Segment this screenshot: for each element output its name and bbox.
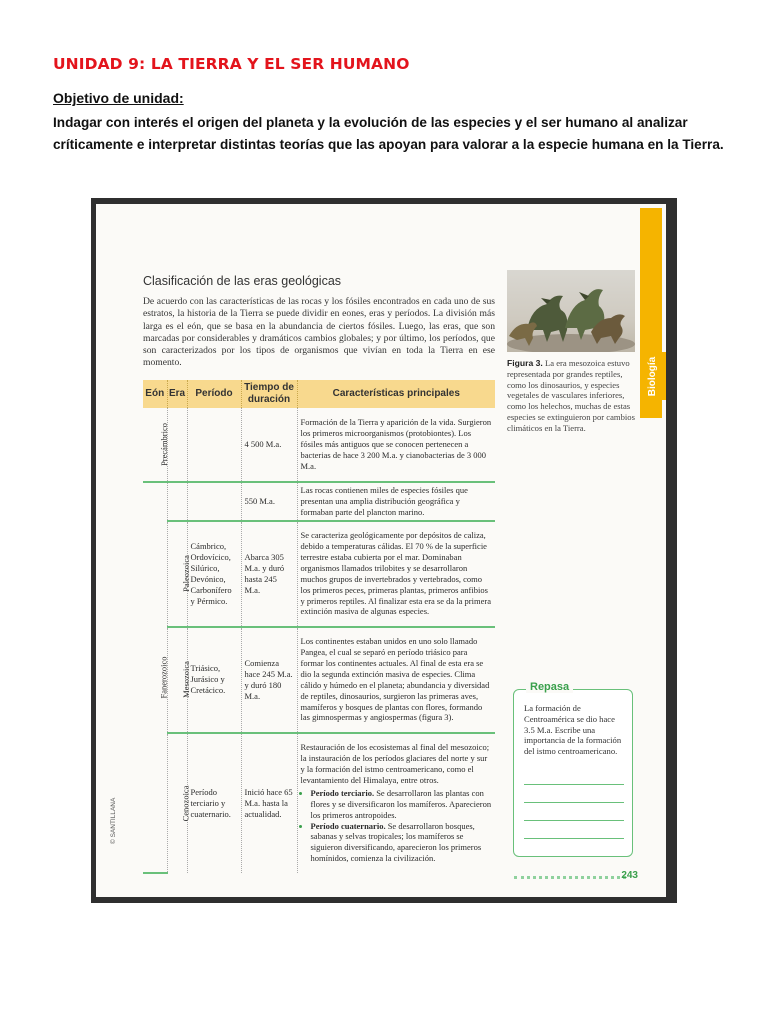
header-era: Era	[167, 380, 187, 408]
figure-caption-text: La era mesozoica estuvo representada por grandes reptiles, como los dinosaurios, y especies vegetales de vasculares inferiores, como los helechos, muchas de estas especies se extinguieron por cambios climáticos en la Tierra.	[507, 358, 635, 433]
characteristics-cell: Los continentes estaban unidos en uno solo llamado Pangea, el cual se separó en período triásico para formar los continentes actuales. Al final de esta era se dio la segunda extinción masiva de especies. Clima cálido y húmedo en el planeta; abundancia y diversidad de reptiles, dinosaurios, surgieron las primeras aves, mamíferos y bosques de plantas con flores, formando las gimnospermas y angiospermas (figura 3).	[297, 627, 495, 733]
table-row	[143, 733, 495, 873]
table-row	[143, 521, 495, 627]
cenozoic-summary: Restauración de los ecosistemas al final del mesozoico; la instauración de los períodos glaciares del norte y sur y la formación del istmo centroamericano, como el levantamiento del Himalaya, entre otros.	[300, 742, 490, 785]
table-row	[143, 627, 495, 733]
eon-precambrico: Precámbrico	[143, 408, 167, 482]
period-cell: Período terciario y cuaternario.	[187, 733, 241, 873]
characteristics-cell: Se caracteriza geológicamente por depósitos de caliza, debido a temperaturas cálidas. El 70 % de la superficie terrestre estaba cubierta por el mar. Dominaban organismos llamados trilobites y se desarrollaron muchos grupos de invertebrados y vertebrados, como los primeros peces, primeras plantas, primeros anfibios y primeros reptiles. Al finalizar esta era se da la primera extinción masiva de algunas especies.	[297, 521, 495, 627]
dinosaur-photo	[507, 270, 635, 352]
answer-line	[524, 802, 624, 803]
period-cell	[187, 408, 241, 482]
textbook-page-image	[91, 198, 677, 903]
table-header-row	[143, 380, 495, 408]
header-eon: Eón	[143, 380, 167, 408]
period-cell	[187, 482, 241, 521]
table-row	[143, 408, 495, 482]
duration-cell: 4 500 M.a.	[241, 408, 297, 482]
list-item: • Período terciario. Se desarrollaron las plantas con flores y se diversificaron los mamíferos. Aparecieron los primeros antropoides.	[311, 788, 493, 821]
header-characteristics: Características principales	[297, 380, 495, 408]
characteristics-cell: Formación de la Tierra y aparición de la vida. Surgieron los primeros microorganismos (protobiontes). Los fósiles más antiguos que se conocen pertenecen a bacterias de hace 3 200 M.a. y cianobacterias de 3 000 M.a.	[297, 408, 495, 482]
answer-line	[524, 838, 624, 839]
cenozoic-period-list	[301, 788, 493, 864]
characteristics-cell	[297, 733, 495, 873]
header-duration: Tiempo de duración	[241, 380, 297, 408]
era-cenozoica: Cenozoica	[167, 733, 187, 873]
unit-title: UNIDAD 9: LA TIERRA Y EL SER HUMANO	[53, 55, 410, 73]
objective-text: Indagar con interés el origen del planeta y la evolución de las especies y el ser humano al analizar críticamente e interpretar distintas teorías que las apoyan para valorar a la especie humana en la Tierra.	[53, 115, 724, 152]
answer-line	[524, 784, 624, 785]
period-cell: Triásico, Jurásico y Cretácico.	[187, 627, 241, 733]
era-cell	[167, 482, 187, 521]
table-row	[143, 482, 495, 521]
side-tab-label	[640, 352, 666, 400]
duration-cell: 550 M.a.	[241, 482, 297, 521]
section-title: Clasificación de las eras geológicas	[143, 274, 342, 288]
figure-caption	[507, 358, 639, 434]
figure-label: Figura 3.	[507, 358, 543, 368]
repasa-box	[513, 681, 633, 857]
era-mesozoica: Mesozoica	[167, 627, 187, 733]
publisher-credit: © SANTILLANA	[110, 797, 117, 844]
repasa-text: La formación de Centroamérica se dio hace 3.5 M.a. Escribe una importancia de la formación del istmo centroamericano.	[524, 703, 622, 757]
page-number: 243	[621, 870, 638, 881]
duration-cell: Inició hace 65 M.a. hasta la actualidad.	[241, 733, 297, 873]
page-number-rule	[514, 876, 626, 879]
list-item: • Período cuaternario. Se desarrollaron bosques, sabanas y selvas tropicales; los mamíferos se siguieron diversificando, aparecieron los primeros homínidos, comienza la civilización.	[311, 821, 493, 865]
characteristics-cell: Las rocas contienen miles de especies fósiles que presentan una amplia distribución geográfica y formaban parte del plancton marino.	[297, 482, 495, 521]
duration-cell: Abarca 305 M.a. y duró hasta 245 M.a.	[241, 521, 297, 627]
period-cell: Cámbrico, Ordovícico, Silúrico, Devónico, Carbonífero y Pérmico.	[187, 521, 241, 627]
duration-cell: Comienza hace 245 M.a. y duró 180 M.a.	[241, 627, 297, 733]
era-paleozoica: Paleozoica	[167, 521, 187, 627]
eon-fanerozoico: Fanerozoico	[143, 482, 167, 873]
answer-line	[524, 820, 624, 821]
header-period: Período	[187, 380, 241, 408]
side-tab-text: Biología	[647, 356, 659, 396]
era-cell	[167, 408, 187, 482]
objective-label: Objetivo de unidad:	[53, 90, 184, 106]
repasa-title: Repasa	[526, 681, 573, 693]
textbook-page	[96, 204, 666, 897]
intro-paragraph: De acuerdo con las características de las rocas y los fósiles encontrados en cada uno de sus estratos, la historia de la Tierra se puede dividir en eones, eras y períodos. La división más larga es el eón, que se basa en la abundancia de ciertos fósiles. Luego, las eras, que son marcadas por considerables y dramáticos cambios globales; y por último, los períodos, que son caracterizados por los tipos de organismos que vivían en toda la Tierra en ese momento.	[143, 296, 495, 369]
geological-eras-table	[143, 380, 495, 874]
dinosaur-icon	[507, 270, 635, 352]
